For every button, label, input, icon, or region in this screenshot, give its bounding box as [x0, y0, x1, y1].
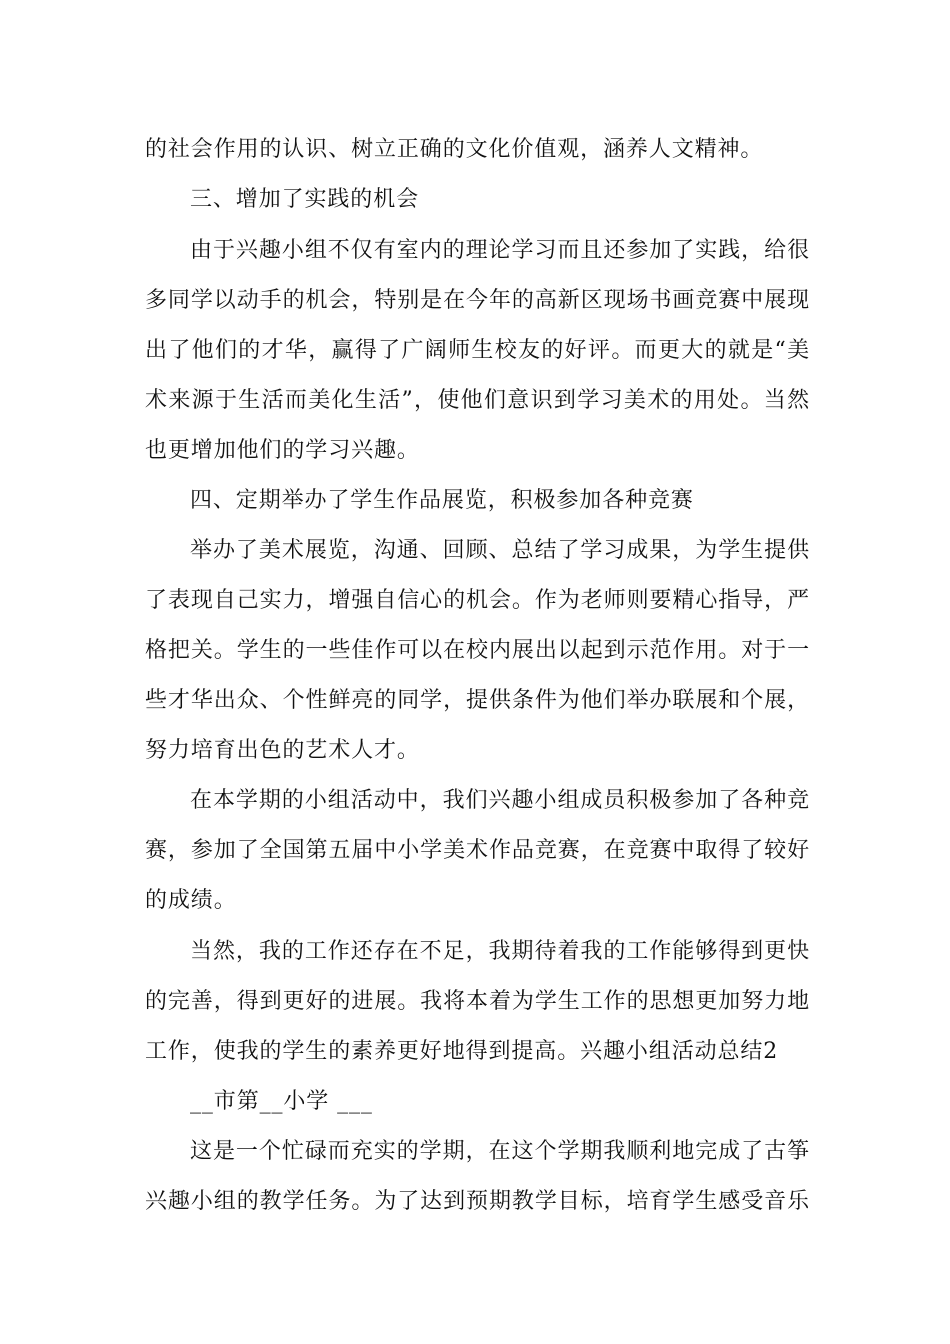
paragraph-line: 些才华出众、个性鲜亮的同学，提供条件为他们举办联展和个展，	[145, 688, 810, 713]
paragraph-line: 当然，我的工作还存在不足，我期待着我的工作能够得到更快	[190, 939, 810, 964]
paragraph-line: 术来源于生活而美化生活”，使他们意识到学习美术的用处。当然	[145, 388, 810, 413]
paragraph-line: 由于兴趣小组不仅有室内的理论学习而且还参加了实践，给很	[190, 238, 810, 263]
section-heading: 四、定期举办了学生作品展览，积极参加各种竞赛	[190, 488, 694, 513]
school-name-line: __市第__小学 ___	[190, 1089, 373, 1114]
paragraph-line: 举办了美术展览，沟通、回顾、总结了学习成果，为学生提供	[190, 538, 810, 563]
paragraph-line: 了表现自己实力，增强自信心的机会。作为老师则要精心指导，严	[145, 588, 810, 613]
section-heading: 三、增加了实践的机会	[190, 187, 420, 212]
paragraph-line: 出了他们的才华，赢得了广阔师生校友的好评。而更大的就是“美	[145, 338, 810, 363]
paragraph-line: 也更增加他们的学习兴趣。	[145, 438, 420, 463]
paragraph-line: 工作，使我的学生的素养更好地得到提高。兴趣小组活动总结2	[145, 1039, 779, 1064]
paragraph-line: 在本学期的小组活动中，我们兴趣小组成员积极参加了各种竞	[190, 788, 810, 813]
paragraph-line: 的社会作用的认识、树立正确的文化价值观，涵养人文精神。	[145, 137, 764, 162]
paragraph-line: 赛，参加了全国第五届中小学美术作品竞赛，在竞赛中取得了较好	[145, 838, 810, 863]
paragraph-line: 的完善，得到更好的进展。我将本着为学生工作的思想更加努力地	[145, 989, 810, 1014]
paragraph-line: 努力培育出色的艺术人才。	[145, 738, 420, 763]
paragraph-line: 的成绩。	[145, 888, 237, 913]
paragraph-line: 多同学以动手的机会，特别是在今年的高新区现场书画竞赛中展现	[145, 288, 810, 313]
paragraph-line: 兴趣小组的教学任务。为了达到预期教学目标，培育学生感受音乐	[145, 1189, 810, 1214]
paragraph-line: 格把关。学生的一些佳作可以在校内展出以起到示范作用。对于一	[145, 638, 810, 663]
paragraph-line: 这是一个忙碌而充实的学期，在这个学期我顺利地完成了古筝	[190, 1139, 810, 1164]
